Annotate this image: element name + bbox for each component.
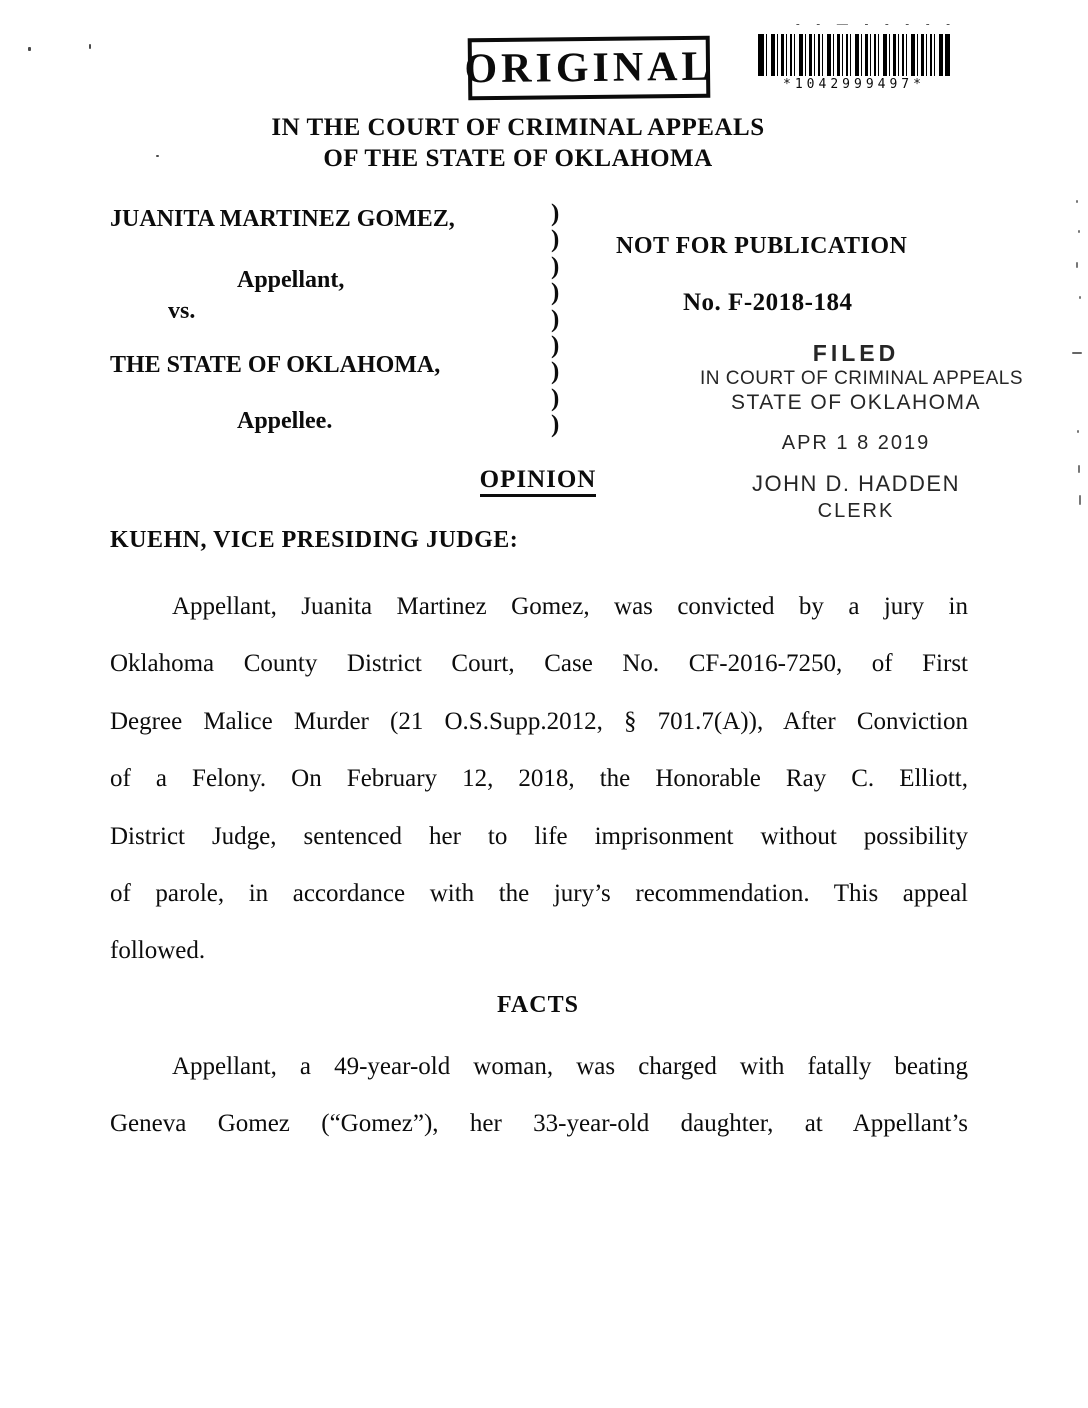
scan-noise [1076, 262, 1078, 268]
opinion-heading-text: OPINION [480, 466, 597, 497]
caption-paren-column [551, 201, 559, 439]
caption-paren: ) [551, 384, 560, 412]
scan-noise [1078, 230, 1080, 233]
body-line: of parole, in accordance with the jury’s recommendation. This appeal [110, 880, 968, 908]
body-line: Oklahoma County District Court, Case No. CF-2016-7250, of First [110, 650, 968, 678]
body-line: District Judge, sentenced her to life imprisonment without possibility [110, 822, 968, 850]
body-line: of a Felony. On February 12, 2018, the Honorable Ray C. Elliott, [110, 765, 968, 793]
filed-stamp-court: IN COURT OF CRIMINAL APPEALS [700, 368, 1024, 389]
body-line: Appellant, a 49-year-old woman, was charged with fatally beating [172, 1053, 968, 1080]
opinion-paragraph-1 [110, 578, 968, 980]
caption-paren: ) [551, 252, 560, 280]
body-line: Geneva Gomez (“Gomez”), her 33-year-old daughter, at Appellant’s [110, 1110, 968, 1138]
body-line: Degree Malice Murder (21 O.S.Supp.2012, § 701.7(A)), After Conviction [110, 707, 968, 735]
caption-paren: ) [551, 411, 560, 439]
scan-noise [1076, 200, 1078, 203]
filed-stamp-filed: FILED [812, 340, 900, 366]
facts-heading: FACTS [497, 992, 579, 1018]
caption-paren: ) [551, 200, 560, 227]
barcode [758, 34, 950, 92]
opinion-heading [0, 466, 1076, 494]
not-for-publication-label: NOT FOR PUBLICATION [616, 233, 908, 259]
caption-appellee-role: Appellee. [237, 408, 333, 434]
original-stamp [464, 36, 714, 101]
scan-noise [28, 47, 31, 51]
caption-versus: vs. [168, 298, 196, 324]
court-header [0, 112, 1036, 174]
filed-stamp-date: APR 1 8 2019 [781, 432, 931, 454]
filed-stamp-clerk-title: CLERK [817, 500, 895, 522]
barcode-digits: *1042999497* [783, 77, 925, 92]
caption-paren: ) [551, 279, 560, 307]
barcode-bars [758, 34, 950, 76]
scan-noise [1079, 495, 1081, 505]
caption-appellant-role: Appellant, [237, 267, 345, 293]
facts-paragraph-1 [110, 1038, 968, 1153]
original-stamp-label: ORIGINAL [464, 43, 714, 93]
scan-noise [1072, 352, 1082, 354]
caption-appellant-name: JUANITA MARTINEZ GOMEZ, [110, 206, 455, 232]
scan-noise [1078, 465, 1080, 473]
filed-stamp-clerk-name: JOHN D. HADDEN [751, 471, 960, 496]
scan-noise [1077, 430, 1079, 433]
scan-noise [1079, 296, 1081, 299]
scan-dashes: - - — - - - - - [796, 18, 957, 30]
filed-stamp-state: STATE OF OKLAHOMA [731, 391, 981, 414]
court-header-line1: IN THE COURT OF CRIMINAL APPEALS [271, 114, 765, 141]
body-line: followed. [110, 937, 206, 965]
caption-paren: ) [551, 226, 560, 254]
case-number: No. F-2018-184 [683, 289, 853, 316]
judge-line: KUEHN, VICE PRESIDING JUDGE: [110, 527, 519, 553]
scan-noise [89, 44, 91, 49]
body-line: Appellant, Juanita Martinez Gomez, was convicted by a jury in [172, 593, 968, 620]
filed-stamp [700, 340, 1024, 523]
caption-paren: ) [551, 305, 560, 333]
caption-appellee-name: THE STATE OF OKLAHOMA, [110, 352, 441, 378]
caption-paren: ) [551, 358, 560, 386]
court-header-line2: OF THE STATE OF OKLAHOMA [323, 145, 713, 172]
caption-paren: ) [551, 332, 560, 360]
